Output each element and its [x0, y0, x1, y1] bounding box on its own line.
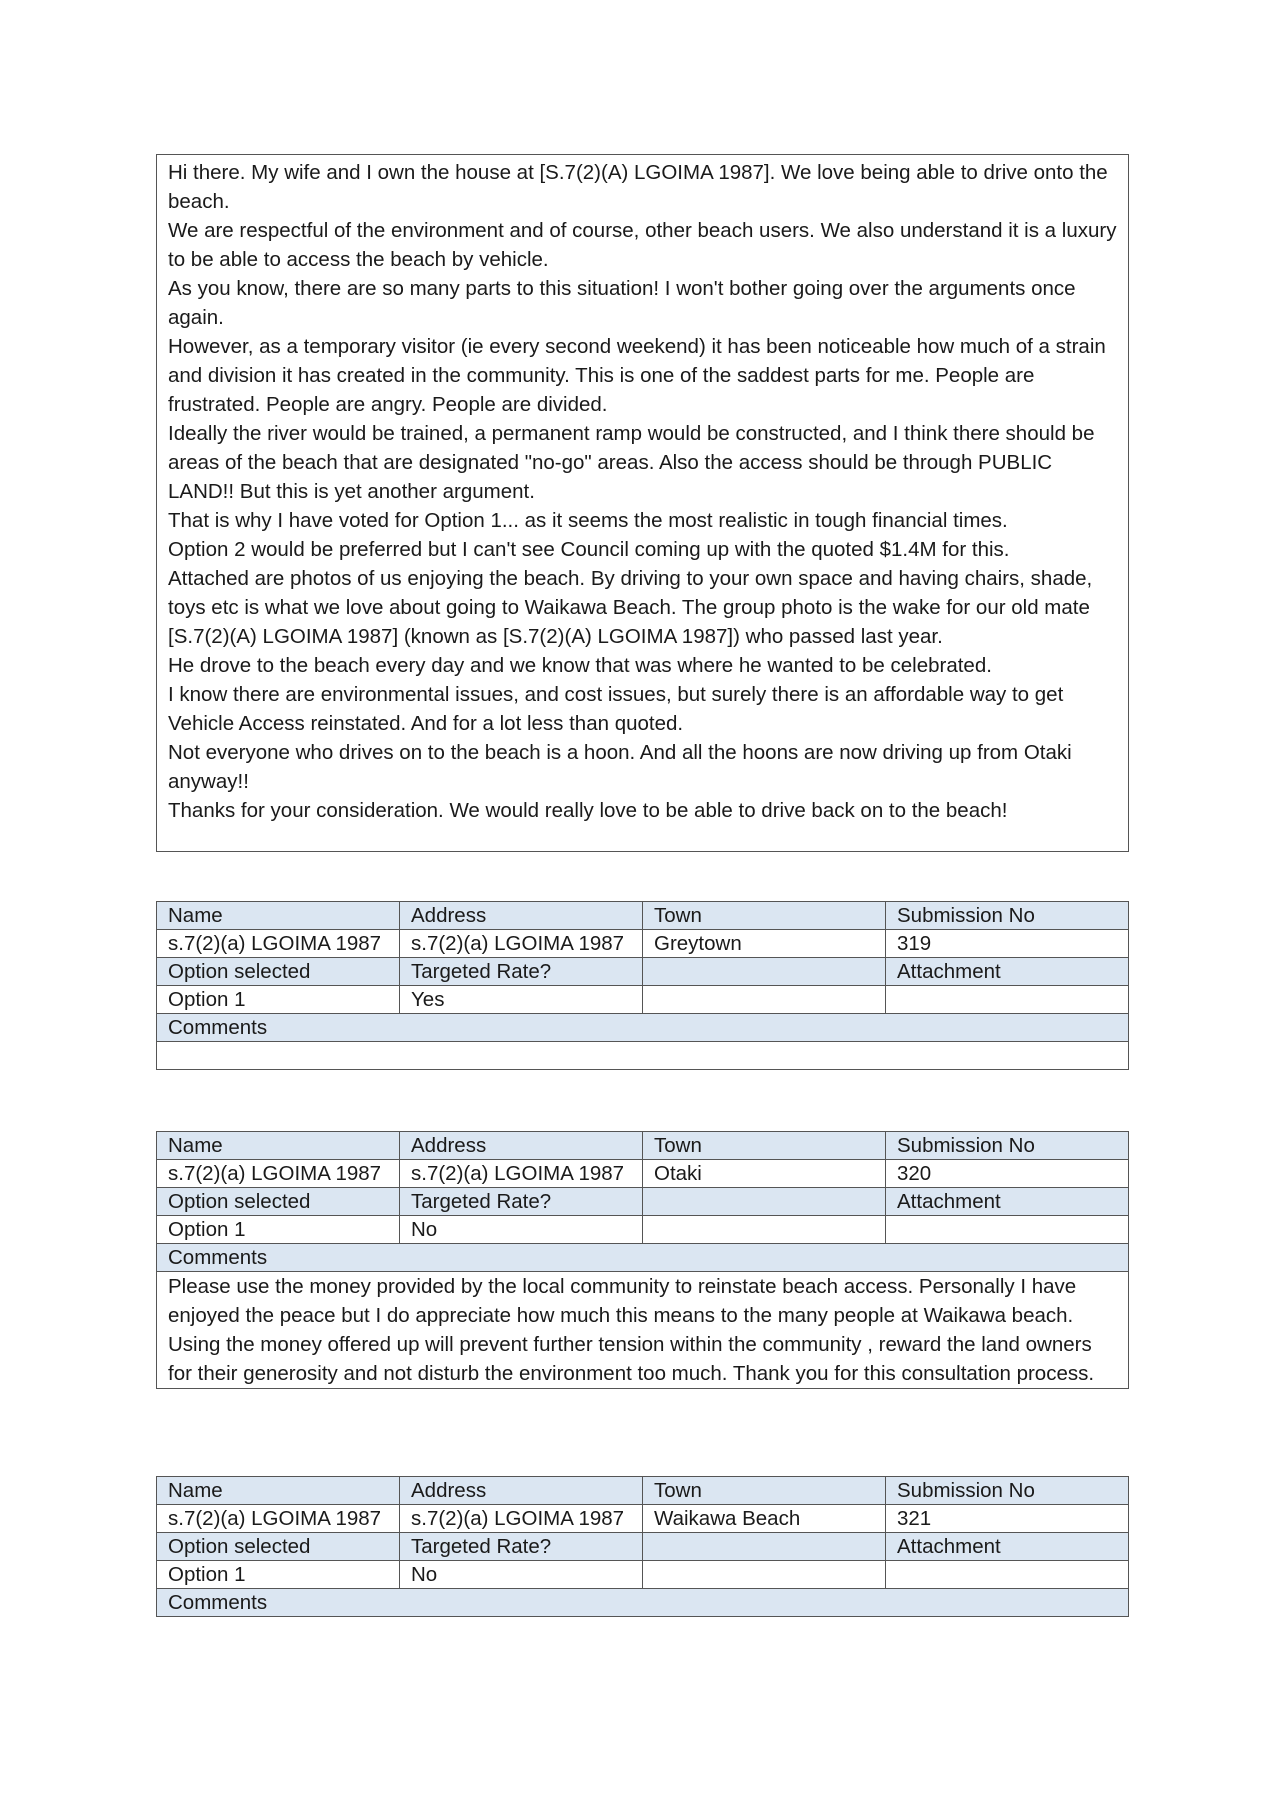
attachment-label: Attachment	[886, 958, 1129, 986]
submission-table-321	[156, 1476, 1129, 1617]
comments-label: Comments	[157, 1244, 1129, 1272]
comments-value	[157, 1042, 1129, 1070]
attachment-value	[886, 1561, 1129, 1589]
targeted-rate-label: Targeted Rate?	[400, 958, 643, 986]
address-value: s.7(2)(a) LGOIMA 1987	[400, 930, 643, 958]
submission-table-320	[156, 1131, 1129, 1389]
address-value: s.7(2)(a) LGOIMA 1987	[400, 1160, 643, 1188]
comments-label: Comments	[157, 1589, 1129, 1617]
header-row	[157, 958, 1129, 986]
town-label: Town	[643, 1132, 886, 1160]
header-row	[157, 1132, 1129, 1160]
empty-cell	[643, 986, 886, 1014]
values-row	[157, 930, 1129, 958]
submission-no-label: Submission No	[886, 1132, 1129, 1160]
targeted-rate-value: Yes	[400, 986, 643, 1014]
comment-paragraph: We are respectful of the environment and of course, other beach users. We also understand it is a luxury to be able to access the beach by vehicle.	[168, 219, 1117, 271]
header-row	[157, 902, 1129, 930]
submission-no-value: 319	[886, 930, 1129, 958]
comments-row	[157, 1042, 1129, 1070]
name-label: Name	[157, 1477, 400, 1505]
town-label: Town	[643, 902, 886, 930]
comments-row	[157, 1272, 1129, 1389]
attachment-label: Attachment	[886, 1188, 1129, 1216]
comment-paragraph: Ideally the river would be trained, a permanent ramp would be constructed, and I think there should be areas of the beach that are designated "no-go" areas. Also the access should be through PUBLIC LAND!! But this is yet another argument.	[168, 422, 1095, 503]
comment-paragraph: Thanks for your consideration. We would really love to be able to drive back on to the beach!	[168, 799, 1008, 822]
comment-paragraph: He drove to the beach every day and we know that was where he wanted to be celebrated.	[168, 654, 992, 677]
attachment-label: Attachment	[886, 1533, 1129, 1561]
address-label: Address	[400, 1132, 643, 1160]
values-row	[157, 1216, 1129, 1244]
values-row	[157, 986, 1129, 1014]
town-value: Otaki	[643, 1160, 886, 1188]
empty-cell	[643, 1561, 886, 1589]
submission-comment-continued	[156, 154, 1129, 852]
empty-cell	[643, 1188, 886, 1216]
header-row	[157, 1188, 1129, 1216]
address-label: Address	[400, 1477, 643, 1505]
header-row	[157, 1477, 1129, 1505]
name-label: Name	[157, 902, 400, 930]
name-label: Name	[157, 1132, 400, 1160]
comment-paragraph: Attached are photos of us enjoying the beach. By driving to your own space and having chairs, shade, toys etc is what we love about going to Waikawa Beach. The group photo is the wake for our old mate [S.7(2)(A) LGOIMA 1987] (known as [S.7(2)(A) LGOIMA 1987]) who passed last year.	[168, 567, 1093, 648]
name-value: s.7(2)(a) LGOIMA 1987	[157, 1160, 400, 1188]
submission-no-label: Submission No	[886, 1477, 1129, 1505]
option-selected-label: Option selected	[157, 1533, 400, 1561]
comments-label: Comments	[157, 1014, 1129, 1042]
submission-no-value: 321	[886, 1505, 1129, 1533]
option-value: Option 1	[157, 986, 400, 1014]
submission-no-label: Submission No	[886, 902, 1129, 930]
comment-paragraph: However, as a temporary visitor (ie every second weekend) it has been noticeable how much of a strain and division it has created in the community. This is one of the saddest parts for me. People are frustrated. People are angry. People are divided.	[168, 335, 1106, 416]
empty-cell	[643, 1533, 886, 1561]
empty-cell	[643, 1216, 886, 1244]
comments-header-row	[157, 1589, 1129, 1617]
submission-table-319	[156, 901, 1129, 1070]
address-label: Address	[400, 902, 643, 930]
comment-paragraph: As you know, there are so many parts to this situation! I won't bother going over the arguments once again.	[168, 277, 1076, 329]
values-row	[157, 1505, 1129, 1533]
targeted-rate-label: Targeted Rate?	[400, 1188, 643, 1216]
targeted-rate-label: Targeted Rate?	[400, 1533, 643, 1561]
comment-paragraph: That is why I have voted for Option 1... as it seems the most realistic in tough financial times.	[168, 509, 1008, 532]
address-value: s.7(2)(a) LGOIMA 1987	[400, 1505, 643, 1533]
option-selected-label: Option selected	[157, 958, 400, 986]
empty-cell	[643, 958, 886, 986]
town-value: Greytown	[643, 930, 886, 958]
comments-header-row	[157, 1014, 1129, 1042]
comment-paragraph: Option 2 would be preferred but I can't see Council coming up with the quoted $1.4M for this.	[168, 538, 1010, 561]
comments-value: Please use the money provided by the local community to reinstate beach access. Personally I have enjoyed the peace but I do appreciate how much this means to the many people at Waikawa beach. Using the money offered up will prevent further tension within the community , reward the land owners for their generosity and not disturb the environment too much. Thank you for this consultation process.	[157, 1272, 1129, 1389]
targeted-rate-value: No	[400, 1561, 643, 1589]
comment-paragraph: Not everyone who drives on to the beach is a hoon. And all the hoons are now driving up from Otaki anyway!!	[168, 741, 1072, 793]
option-value: Option 1	[157, 1561, 400, 1589]
option-selected-label: Option selected	[157, 1188, 400, 1216]
comments-header-row	[157, 1244, 1129, 1272]
comment-paragraph: I know there are environmental issues, and cost issues, but surely there is an affordable way to get Vehicle Access reinstated. And for a lot less than quoted.	[168, 683, 1064, 735]
attachment-value	[886, 986, 1129, 1014]
town-value: Waikawa Beach	[643, 1505, 886, 1533]
name-value: s.7(2)(a) LGOIMA 1987	[157, 1505, 400, 1533]
values-row	[157, 1160, 1129, 1188]
option-value: Option 1	[157, 1216, 400, 1244]
header-row	[157, 1533, 1129, 1561]
comment-paragraph: Hi there. My wife and I own the house at [S.7(2)(A) LGOIMA 1987]. We love being able to drive onto the beach.	[168, 161, 1108, 213]
targeted-rate-value: No	[400, 1216, 643, 1244]
name-value: s.7(2)(a) LGOIMA 1987	[157, 930, 400, 958]
values-row	[157, 1561, 1129, 1589]
town-label: Town	[643, 1477, 886, 1505]
attachment-value	[886, 1216, 1129, 1244]
submission-no-value: 320	[886, 1160, 1129, 1188]
